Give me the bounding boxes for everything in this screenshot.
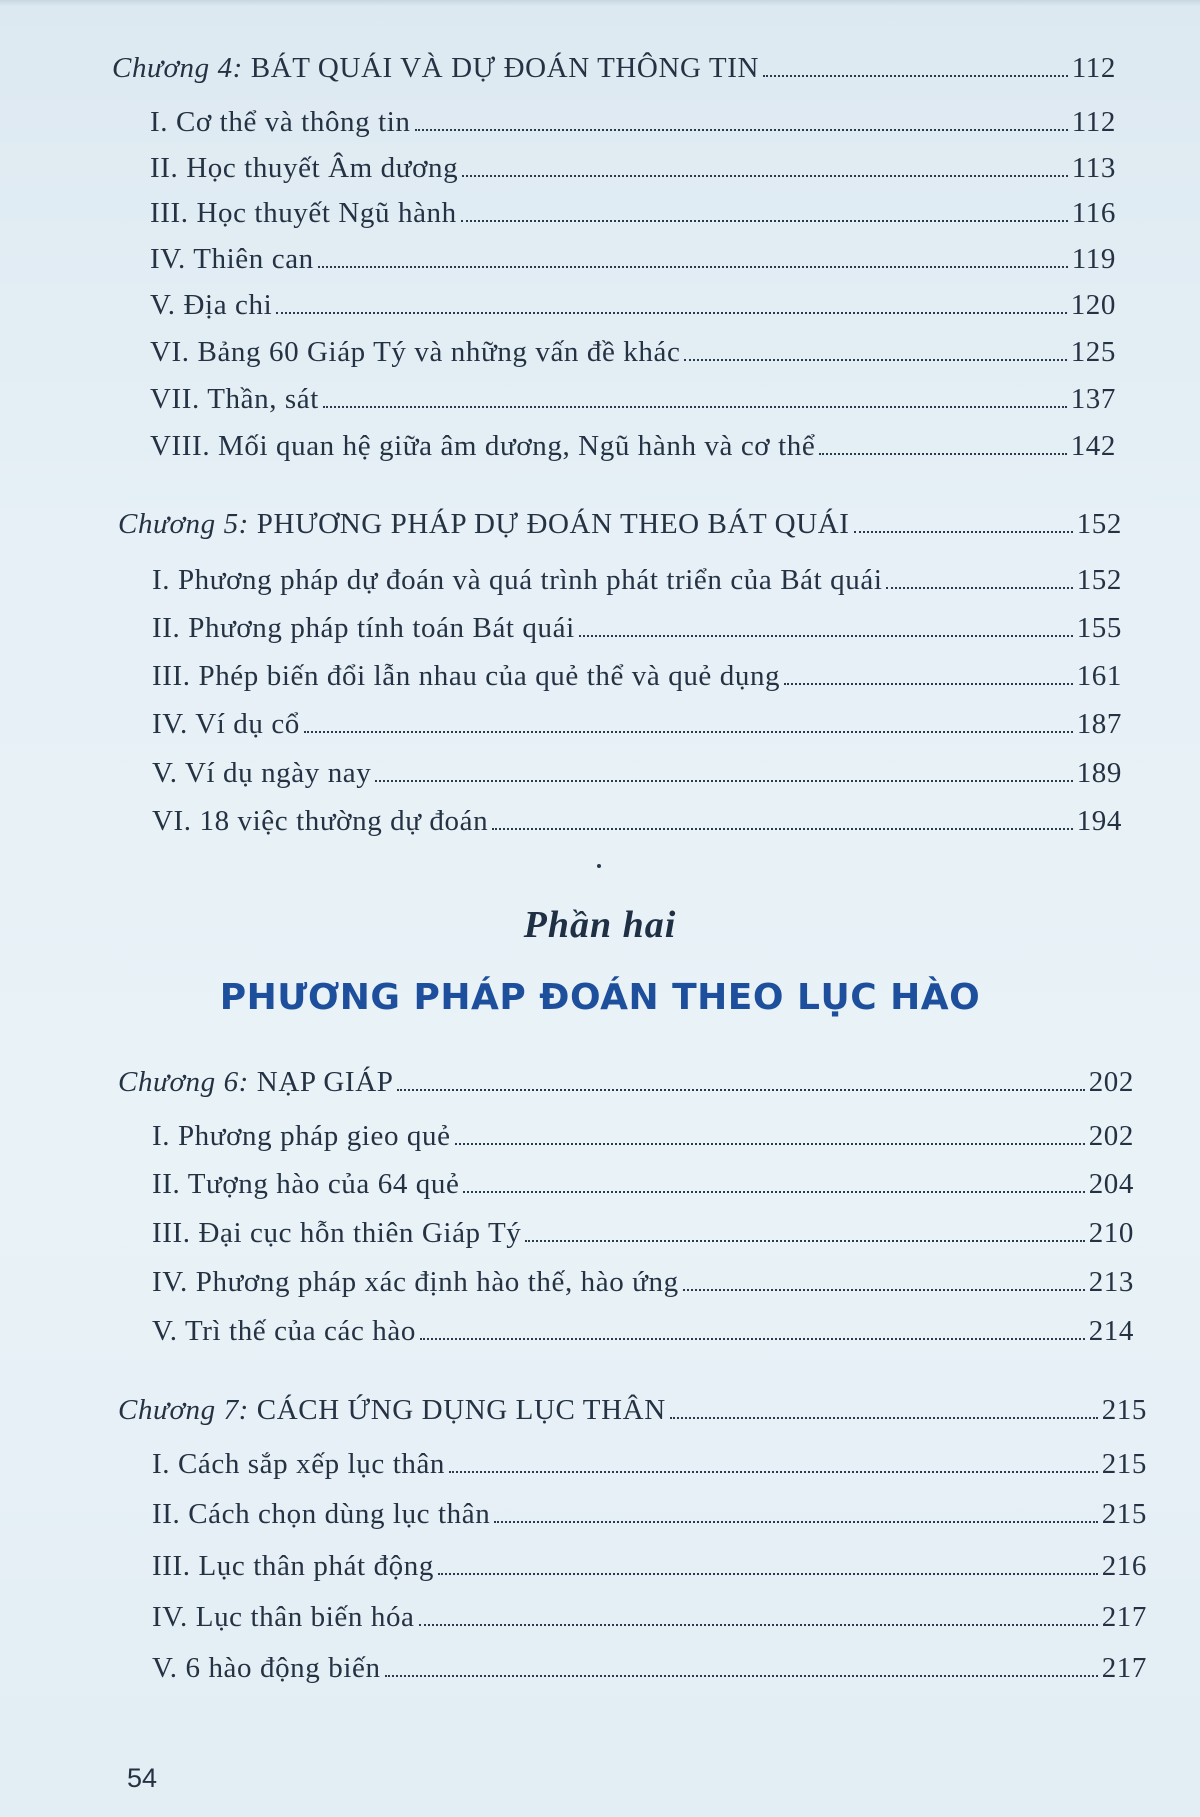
page-number: 161	[1076, 660, 1122, 692]
entry-label: III. Đại cục hỗn thiên Giáp Tý	[152, 1217, 522, 1249]
entry-label: II. Cách chọn dùng lục thân	[152, 1498, 491, 1530]
chapter-title: CÁCH ỨNG DỤNG LỤC THÂN	[248, 1394, 666, 1426]
entry-label: VI. 18 việc thường dự đoán	[152, 805, 489, 837]
toc-entry	[152, 708, 1122, 752]
toc-chapter-6	[118, 1066, 1134, 1110]
toc-entry	[152, 1601, 1147, 1645]
entry-label: V. 6 hào động biến	[152, 1652, 381, 1684]
chapter-prefix: Chương 7:	[118, 1394, 249, 1426]
page-number: 215	[1101, 1394, 1147, 1426]
entry-label: I. Phương pháp gieo quẻ	[152, 1120, 451, 1152]
toc-entry	[152, 1498, 1147, 1542]
toc-entry	[152, 805, 1122, 849]
chapter-title: BÁT QUÁI VÀ DỰ ĐOÁN THÔNG TIN	[242, 52, 759, 84]
dot-leader	[419, 1624, 1098, 1626]
page-number: 216	[1101, 1550, 1147, 1582]
dot-leader	[323, 406, 1067, 408]
chapter-title: PHƯƠNG PHÁP DỰ ĐOÁN THEO BÁT QUÁI	[248, 508, 850, 540]
chapter-prefix: Chương 4:	[112, 52, 243, 84]
page-number: 155	[1076, 612, 1122, 644]
dot-leader	[397, 1089, 1084, 1091]
toc-entry	[152, 1448, 1147, 1492]
entry-label: I. Cơ thể và thông tin	[150, 106, 411, 138]
toc-entry	[150, 430, 1116, 474]
page-number: 213	[1088, 1266, 1134, 1298]
dot-leader	[304, 731, 1073, 733]
toc-entry	[150, 243, 1116, 287]
toc-entry	[150, 106, 1116, 150]
entry-label: V. Trì thế của các hào	[152, 1315, 416, 1347]
page-top-edge	[0, 0, 1200, 6]
part-heading: PHƯƠNG PHÁP ĐOÁN THEO LỤC HÀO	[219, 977, 981, 1018]
stray-dot	[597, 864, 601, 868]
page-number: 217	[1101, 1652, 1147, 1684]
toc-chapter-7	[118, 1394, 1147, 1438]
page-number: 119	[1071, 243, 1116, 275]
toc-entry	[152, 1168, 1134, 1212]
entry-label: III. Phép biến đổi lẫn nhau của quẻ thể và quẻ dụng	[152, 660, 781, 692]
dot-leader	[525, 1240, 1084, 1242]
page-number: 152	[1076, 564, 1122, 596]
entry-label: II. Tượng hào của 64 quẻ	[152, 1168, 460, 1200]
page-number: 142	[1070, 430, 1116, 462]
page-number: 113	[1071, 152, 1116, 184]
toc-entry	[150, 289, 1116, 333]
entry-label: I. Cách sắp xếp lục thân	[152, 1448, 446, 1480]
toc-entry	[152, 757, 1122, 801]
dot-leader	[684, 359, 1066, 361]
dot-leader	[494, 1521, 1097, 1523]
entry-label: II. Học thuyết Âm dương	[150, 152, 459, 184]
entry-label: IV. Thiên can	[150, 243, 314, 275]
dot-leader	[886, 587, 1072, 589]
page-number: 202	[1088, 1066, 1134, 1098]
page-number: 152	[1076, 508, 1122, 540]
chapter-prefix: Chương 6:	[118, 1066, 249, 1098]
dot-leader	[420, 1338, 1085, 1340]
dot-leader	[854, 531, 1073, 533]
dot-leader	[385, 1675, 1098, 1677]
toc-entry	[152, 660, 1122, 704]
dot-leader	[579, 635, 1073, 637]
page-number: 210	[1088, 1217, 1134, 1249]
part-label: Phần hai	[523, 904, 677, 946]
entry-label: VII. Thần, sát	[150, 383, 319, 415]
dot-leader	[763, 75, 1068, 77]
entry-label: III. Học thuyết Ngũ hành	[150, 197, 457, 229]
page-number: 112	[1071, 52, 1116, 84]
toc-entry	[152, 1315, 1134, 1359]
page-number: 120	[1070, 289, 1116, 321]
entry-label: IV. Phương pháp xác định hào thế, hào ứng	[152, 1266, 679, 1298]
toc-entry	[150, 336, 1116, 380]
chapter-prefix: Chương 5:	[118, 508, 249, 540]
toc-chapter-5	[118, 508, 1122, 552]
dot-leader	[455, 1143, 1085, 1145]
toc-entry	[150, 152, 1116, 196]
dot-leader	[683, 1289, 1085, 1291]
toc-entry	[152, 1266, 1134, 1310]
dot-leader	[438, 1573, 1098, 1575]
entry-label: V. Địa chi	[150, 289, 273, 321]
page-number: 215	[1101, 1498, 1147, 1530]
page-number: 194	[1076, 805, 1122, 837]
toc-entry	[152, 1550, 1147, 1594]
dot-leader	[449, 1471, 1098, 1473]
page-number: 189	[1076, 757, 1122, 789]
dot-leader	[462, 175, 1068, 177]
page-number: 125	[1070, 336, 1116, 368]
page-number: 137	[1070, 383, 1116, 415]
dot-leader	[318, 266, 1068, 268]
toc-entry	[152, 1217, 1134, 1261]
toc-chapter-4	[112, 52, 1116, 96]
toc-entry	[152, 1652, 1147, 1696]
dot-leader	[375, 780, 1072, 782]
dot-leader	[415, 129, 1068, 131]
dot-leader	[461, 220, 1068, 222]
toc-entry	[152, 612, 1122, 656]
dot-leader	[670, 1417, 1098, 1419]
entry-label: IV. Ví dụ cổ	[152, 708, 300, 740]
toc-entry	[150, 197, 1116, 241]
page-number: 116	[1071, 197, 1116, 229]
entry-label: II. Phương pháp tính toán Bát quái	[152, 612, 575, 644]
entry-label: VIII. Mối quan hệ giữa âm dương, Ngũ hành và cơ thể	[150, 430, 816, 462]
entry-label: VI. Bảng 60 Giáp Tý và những vấn đề khác	[150, 336, 681, 368]
dot-leader	[784, 683, 1073, 685]
entry-label: V. Ví dụ ngày nay	[152, 757, 372, 789]
page-number: 112	[1071, 106, 1116, 138]
chapter-title: NẠP GIÁP	[248, 1066, 394, 1098]
entry-label: III. Lục thân phát động	[152, 1550, 434, 1582]
page-number: 202	[1088, 1120, 1134, 1152]
entry-label: IV. Lục thân biến hóa	[152, 1601, 415, 1633]
page-number: 214	[1088, 1315, 1134, 1347]
toc-entry	[152, 564, 1122, 608]
dot-leader	[819, 453, 1066, 455]
dot-leader	[492, 828, 1072, 830]
entry-label: I. Phương pháp dự đoán và quá trình phát triển của Bát quái	[152, 564, 883, 596]
dot-leader	[463, 1191, 1084, 1193]
toc-entry	[150, 383, 1116, 427]
toc-entry	[152, 1120, 1134, 1164]
page-number: 215	[1101, 1448, 1147, 1480]
page-number: 204	[1088, 1168, 1134, 1200]
dot-leader	[276, 312, 1066, 314]
page-folio: 54	[127, 1763, 158, 1793]
page-number: 187	[1076, 708, 1122, 740]
page-number: 217	[1101, 1601, 1147, 1633]
